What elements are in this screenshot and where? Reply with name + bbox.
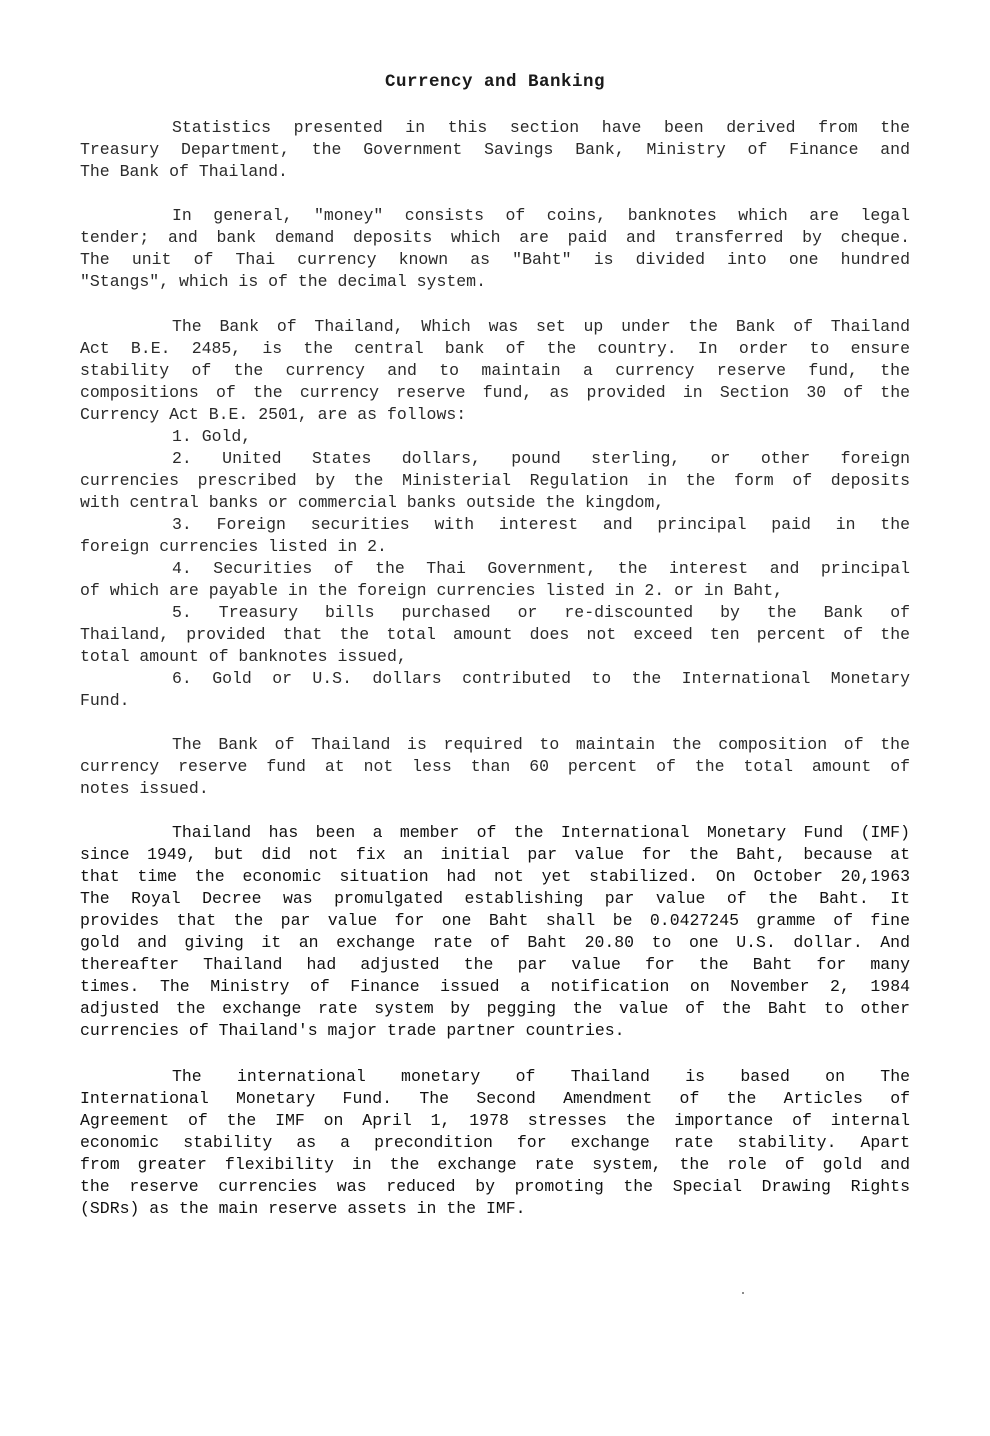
text-line: currencies of Thailand's major trade partner countries. — [80, 1021, 625, 1040]
text-line: (SDRs) as the main reserve assets in the IMF. — [80, 1199, 526, 1218]
list-item: 3. Foreign securities with interest and principal paid in the — [172, 515, 910, 534]
list-item-continuation: Fund. — [80, 691, 130, 710]
list-item: 1. Gold, — [172, 427, 252, 446]
text-line: since 1949, but did not fix an initial par value for the Baht, because at — [80, 845, 910, 864]
paragraph-sources — [80, 117, 910, 183]
paragraph-reserve-requirement — [80, 734, 910, 800]
list-item-continuation: currencies prescribed by the Ministerial Regulation in the form of deposits — [80, 471, 910, 490]
text-line: notes issued. — [80, 779, 209, 798]
list-item-continuation: of which are payable in the foreign currencies listed in 2. or in Baht, — [80, 581, 784, 600]
paragraph-money-definition — [80, 205, 910, 293]
paragraph-imf-membership — [80, 822, 910, 1042]
page-title: Currency and Banking — [384, 72, 606, 92]
list-item-continuation: Thailand, provided that the total amount does not exceed ten percent of the — [80, 625, 910, 644]
text-line: The Bank of Thailand is required to maintain the composition of the — [172, 735, 910, 754]
text-line: The Bank of Thailand. — [80, 162, 288, 181]
text-line: that time the economic situation had not yet stabilized. On October 20,1963 — [80, 867, 910, 886]
text-line: The Royal Decree was promulgated establishing par value of the Baht. It — [80, 889, 910, 908]
list-item: 5. Treasury bills purchased or re-discounted by the Bank of — [172, 603, 910, 622]
text-line: The Bank of Thailand, Which was set up under the Bank of Thailand — [172, 317, 910, 336]
text-line: In general, "money" consists of coins, banknotes which are legal — [172, 206, 910, 225]
text-line: Currency Act B.E. 2501, are as follows: — [80, 405, 467, 424]
list-item: 2. United States dollars, pound sterling, or other foreign — [172, 449, 910, 468]
list-item-continuation: with central banks or commercial banks outside the kingdom, — [80, 493, 665, 512]
scan-speck — [742, 1292, 744, 1294]
paragraph-international-monetary — [80, 1066, 910, 1220]
text-line: Statistics presented in this section have been derived from the — [172, 118, 910, 137]
text-line: gold and giving it an exchange rate of Baht 20.80 to one U.S. dollar. And — [80, 933, 910, 952]
text-line: Agreement of the IMF on April 1, 1978 stresses the importance of internal — [80, 1111, 910, 1130]
reserve-fund-list — [80, 426, 910, 712]
text-line: Treasury Department, the Government Savings Bank, Ministry of Finance and — [80, 140, 910, 159]
text-line: economic stability as a precondition for exchange rate stability. Apart — [80, 1133, 910, 1152]
text-line: currency reserve fund at not less than 60 percent of the total amount of — [80, 757, 910, 776]
list-item-continuation: total amount of banknotes issued, — [80, 647, 407, 666]
text-line: "Stangs", which is of the decimal system. — [80, 272, 486, 291]
list-item: 6. Gold or U.S. dollars contributed to the International Monetary — [172, 669, 910, 688]
text-line: provides that the par value for one Baht shall be 0.0427245 gramme of fine — [80, 911, 910, 930]
text-line: from greater flexibility in the exchange rate system, the role of gold and — [80, 1155, 910, 1174]
list-item: 4. Securities of the Thai Government, the interest and principal — [172, 559, 910, 578]
text-line: times. The Ministry of Finance issued a notification on November 2, 1984 — [80, 977, 910, 996]
text-line: thereafter Thailand had adjusted the par value for the Baht for many — [80, 955, 910, 974]
paragraph-bank-of-thailand — [80, 316, 910, 712]
text-line: International Monetary Fund. The Second Amendment of the Articles of — [80, 1089, 910, 1108]
text-line: stability of the currency and to maintain a currency reserve fund, the — [80, 361, 910, 380]
list-item-continuation: foreign currencies listed in 2. — [80, 537, 387, 556]
text-line: adjusted the exchange rate system by pegging the value of the Baht to other — [80, 999, 910, 1018]
text-line: the reserve currencies was reduced by promoting the Special Drawing Rights — [80, 1177, 910, 1196]
text-line: The unit of Thai currency known as "Baht" is divided into one hundred — [80, 250, 910, 269]
text-line: compositions of the currency reserve fund, as provided in Section 30 of the — [80, 383, 910, 402]
text-line: tender; and bank demand deposits which are paid and transferred by cheque. — [80, 228, 910, 247]
text-line: Act B.E. 2485, is the central bank of the country. In order to ensure — [80, 339, 910, 358]
text-line: Thailand has been a member of the International Monetary Fund (IMF) — [172, 823, 910, 842]
text-line: The international monetary of Thailand is based on The — [172, 1067, 910, 1086]
